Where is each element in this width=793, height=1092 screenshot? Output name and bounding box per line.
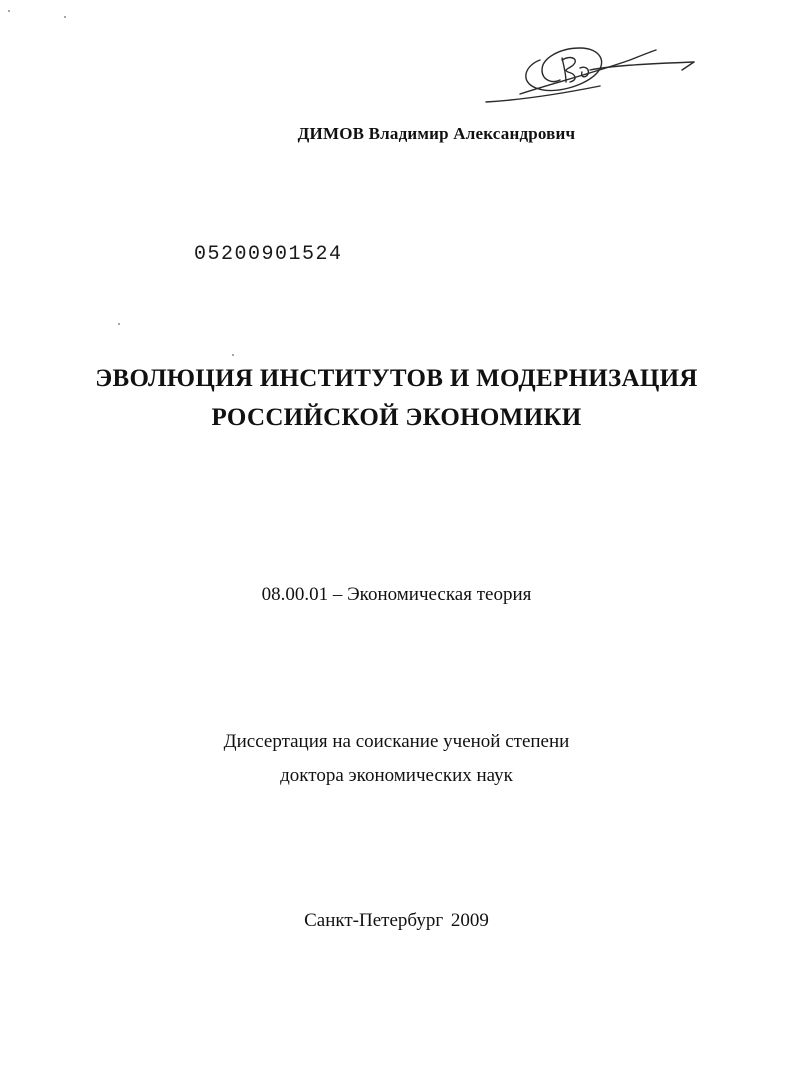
specialty-code: 08.00.01 – Экономическая теория <box>261 584 532 605</box>
author-name: ДИМОВ Владимир Александрович <box>297 124 576 143</box>
scan-speck <box>232 354 234 356</box>
handwritten-signature-icon <box>480 40 700 110</box>
registration-code: 05200901524 <box>194 243 343 266</box>
dissertation-title-line-1: ЭВОЛЮЦИЯ ИНСТИТУТОВ И МОДЕРНИЗАЦИЯ <box>95 365 698 392</box>
scan-speck <box>64 16 66 18</box>
dissertation-title-line-2: РОССИЙСКОЙ ЭКОНОМИКИ <box>211 404 582 431</box>
scan-speck <box>118 323 120 325</box>
degree-statement-line-2: доктора экономических наук <box>280 765 513 786</box>
scan-speck <box>8 10 10 12</box>
city-and-year: Санкт-Петербург 2009 <box>304 910 489 931</box>
degree-statement-line-1: Диссертация на соискание ученой степени <box>223 731 570 752</box>
